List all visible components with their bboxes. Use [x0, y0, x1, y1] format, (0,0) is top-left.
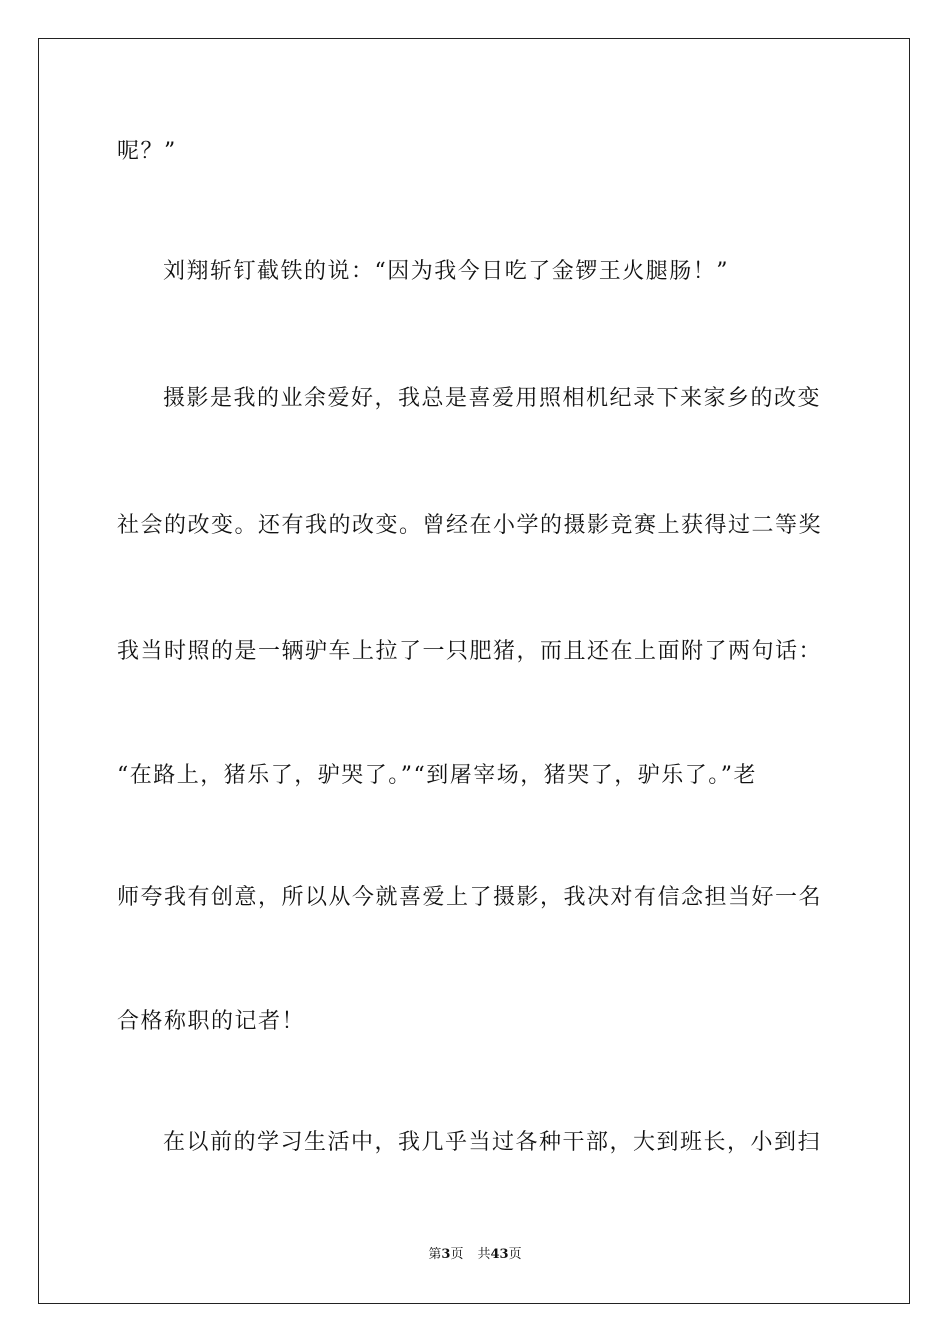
text-line-9: 在以前的学习生活中，我几乎当过各种干部，大到班长，小到扫 [163, 1130, 822, 1155]
page-footer [0, 1246, 950, 1264]
text-line-8: 合格称职的记者！ [117, 1009, 306, 1034]
text-line-2: 刘翔斩钉截铁的说：“因为我今日吃了金锣王火腿肠！” [163, 259, 729, 284]
text-line-1: 呢？” [117, 139, 177, 164]
text-line-5: 我当时照的是一辆驴车上拉了一只肥猪，而且还在上面附了两句话： [117, 639, 823, 664]
text-line-3: 摄影是我的业余爱好，我总是喜爱用照相机纪录下来家乡的改变 [163, 386, 822, 411]
total-pages: 43 [490, 1247, 509, 1262]
page-number: 3 [441, 1247, 451, 1262]
text-line-4: 社会的改变。还有我的改变。曾经在小学的摄影竞赛上获得过二等奖 [117, 513, 823, 538]
page-border [38, 38, 910, 1304]
total-prefix: 共 [477, 1247, 491, 1262]
total-suffix: 页 [508, 1247, 522, 1262]
text-line-7: 师夸我有创意，所以从今就喜爱上了摄影，我决对有信念担当好一名 [117, 885, 823, 910]
page-prefix: 第 [428, 1247, 442, 1262]
text-line-6: “在路上，猪乐了，驴哭了。”“到屠宰场，猪哭了，驴乐了。”老 [117, 763, 757, 788]
page-suffix: 页 [450, 1247, 464, 1262]
